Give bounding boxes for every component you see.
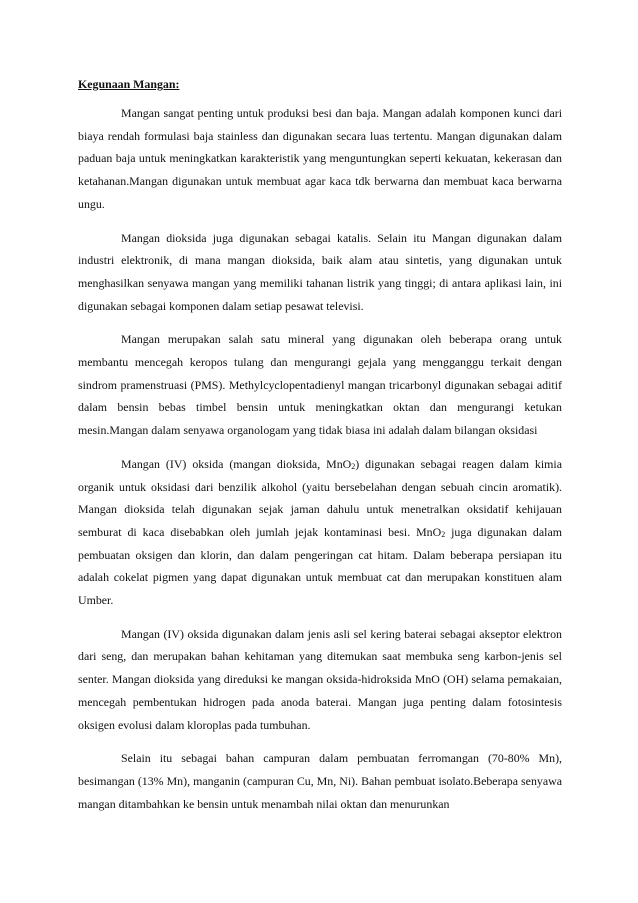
paragraph-4 — [78, 453, 562, 612]
paragraph-1: Mangan sangat penting untuk produksi besi dan baja. Mangan adalah komponen kunci dari biaya rendah formulasi baja stainless dan digunakan secara luas tertentu. Mangan digunakan dalam paduan baja untuk meningkatkan karakteristik yang menguntungkan seperti kekuatan, kekerasan dan ketahanan.Mangan digunakan untuk membuat agar kaca tdk berwarna dan membuat kaca berwarna ungu. — [78, 106, 562, 211]
subscript-2: 2 — [351, 461, 356, 471]
document-page — [78, 76, 562, 826]
paragraph-6: Selain itu sebagai bahan campuran dalam pembuatan ferromangan (70-80% Mn), besimangan (13% Mn), manganin (campuran Cu, Mn, Ni). Bahan pembuat isolato.Beberapa senyawa mangan ditambahkan ke bensin untuk menambah nilai oktan dan menurunkan — [78, 751, 562, 811]
paragraph-4-part-b: ) digunakan sebagai reagen dalam kimia organik untuk oksidasi dari benzilik alkohol (yaitu bersebelahan dengan sebuah cincin aromatik). Mangan dioksida telah digunakan sejak jaman dahulu untuk menetralkan oksidatif kehijauan semburat di kaca disebabkan oleh jumlah jejak kontaminasi besi. MnO — [78, 456, 563, 539]
paragraph-2: Mangan dioksida juga digunakan sebagai katalis. Selain itu Mangan digunakan dalam industri elektronik, di mana mangan dioksida, baik alam atau sintetis, yang digunakan untuk menghasilkan senyawa mangan yang memiliki tahanan listrik yang tinggi; di antara aplikasi lain, ini digunakan sebagai komponen dalam setiap pesawat televisi. — [78, 230, 562, 313]
paragraph-5: Mangan (IV) oksida digunakan dalam jenis asli sel kering baterai sebagai akseptor elektron dari seng, dan merupakan bahan kehitaman yang ditemukan saat membuka seng karbon-jenis sel senter. Mangan dioksida yang direduksi ke mangan oksida-hidroksida MnO (OH) selama pemakaian, mencegah pembentukan hidrogen pada anoda baterai. Mangan juga penting dalam fotosintesis oksigen evolusi dalam kloroplas pada tumbuhan. — [78, 626, 562, 732]
paragraph-4-part-a: Mangan (IV) oksida (mangan dioksida, MnO — [121, 456, 352, 471]
subscript-2: 2 — [441, 529, 446, 539]
section-heading: Kegunaan Mangan: — [78, 77, 180, 91]
paragraph-3: Mangan merupakan salah satu mineral yang digunakan oleh beberapa orang untuk membantu mencegah keropos tulang dan mengurangi gejala yang mengganggu terkait dengan sindrom pramenstruasi (PMS). Methylcyclopentadienyl mangan tricarbonyl digunakan sebagai aditif dalam bensin bebas timbel bensin untuk meningkatkan oktan dan mengurangi ketukan mesin.Mangan dalam senyawa organologam yang tidak biasa ini adalah dalam bilangan oksidasi — [78, 332, 562, 438]
paragraph-4-part-c: juga digunakan dalam pembuatan oksigen dan klorin, dan dalam pengeringan cat hitam. Dalam beberapa persiapan itu adalah cokelat pigmen yang dapat digunakan untuk membuat cat dan merupakan konstituen alam Umber. — [78, 524, 562, 608]
